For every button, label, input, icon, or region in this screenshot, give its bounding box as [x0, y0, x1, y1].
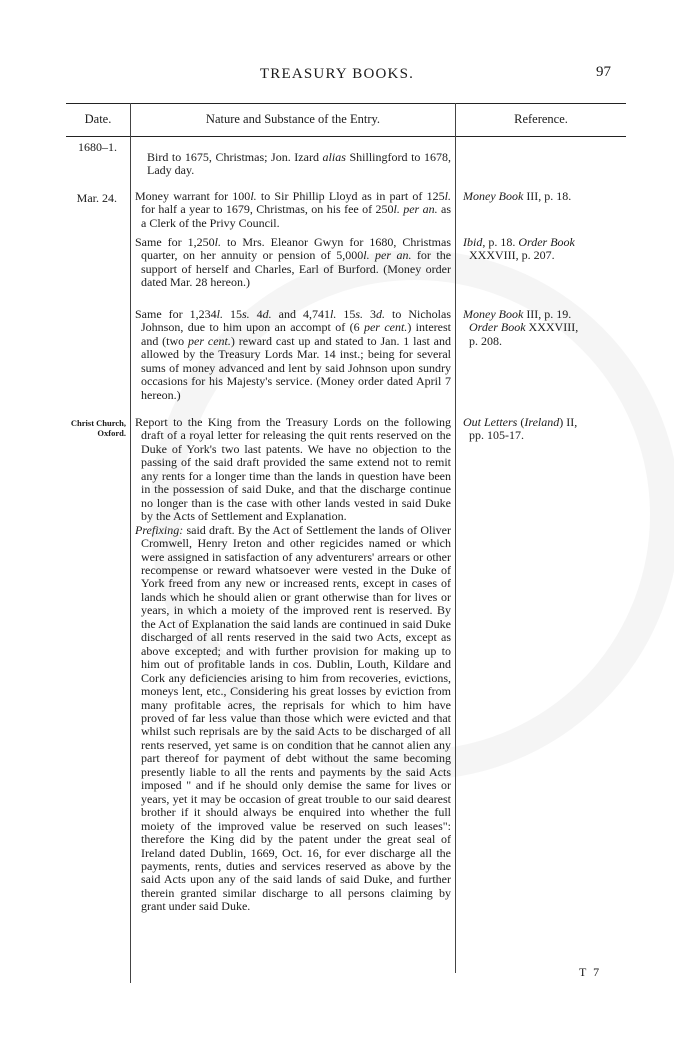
table-head-rule: [66, 136, 626, 137]
entry-reference: Out Letters (Ireland) II, pp. 105-17.: [463, 415, 578, 443]
entry-text: Money warrant for 100l. to Sir Phillip Lloyd as in part of 125l. for half a year to 1679, Christmas, on his fee of 250l. per an. as a Clerk of the Privy Council.: [135, 189, 452, 230]
entry-reference: Money Book III, p. 18.: [463, 189, 572, 203]
column-header-reference: Reference.: [514, 112, 568, 126]
entry-text: Report to the King from the Treasury Lords on the following draft of a royal letter for releasing the quit rents reserved on the Duke of York's two last patents. We have no objection to the passing of the said draft provided the same extend not to remit any rents for a longer time than the lands in question have been in the possession of said Duke, and that the discharge continue no longer than is the case with other lands vested in said Duke by the Acts of Settlement and Explanation. Prefixing: said draft. By the Act of Settlement the lands of Oliver Cromwell, Henry Ireton and other regicides named or which were assigned in satisfaction of any adventurers' arrears or other recompense or reward whatsoever were vested in the Duke of York freed from any new or increased rents, except in cases of lands which he should alien or grant otherwise than for lives or years, in which a moiety of the improved rent is reserved. By the Act of Explanation the said lands are continued in said Duke discharged of all rents reserved in the said two Acts, except as above excepted; and with further provision for making up to him out of profitable lands in cos. Dublin, Louth, Kildare and Cork any deficiencies arising to him from recoveries, evictions, moneys lent, etc., Considering his great losses by eviction from many profitable acres, the reprisals for which to him have proved of far less value than those which were evicted and that whilst such reprisals are by the said Acts to be discharged of all rents reserved, yet same is on condition that he cannot alien any part thereof for payment of debt without the same becoming presently liable to all the rents and payments by the said Acts imposed " and if he should only demise the same for lives or years, yet it may be occasion of great trouble to our said dearest brother if it should always be enquired into whether the full moiety of the improved value be reserved on such leases": therefore the King did by the patent under the great seal of Ireland dated Dublin, 1669, Oct. 16, for ever discharge all the payments, rents, duties and services reserved as above by the said Acts upon any of the said lands of said Duke, and further therein granted similar discharge to all persons claiming by grant under said Duke.: [135, 415, 451, 914]
column-divider-right: [455, 103, 456, 973]
column-divider-left: [130, 103, 131, 983]
entry-date: 1680–1.: [78, 140, 117, 154]
column-header-nature: Nature and Substance of the Entry.: [205, 112, 381, 126]
page-number: 97: [596, 64, 611, 80]
entry-date: Mar. 24.: [76, 191, 117, 205]
entry-text: Bird to 1675, Christmas; Jon. Izard alias Shillingford to 1678, Lady day.: [147, 150, 452, 178]
entry-reference: Money Book III, p. 19. Order Book XXXVIII, p. 208.: [463, 307, 579, 348]
running-title: TREASURY BOOKS.: [259, 66, 415, 82]
entry-text: Same for 1,234l. 15s. 4d. and 4,741l. 15s. 3d. to Nicholas Johnson, due to him upon an accompt of (6 per cent.) interest and (two per cent.) reward cast up and stated to Jan. 1 last and allowed by the Treasury Lords Mar. 14 inst.; being for several sums of money advanced and lent by said Johnson upon sundry occasions for his Majesty's service. (Money order dated April 7 hereon.): [135, 307, 452, 402]
entry-text: Same for 1,250l. to Mrs. Eleanor Gwyn for 1680, Christmas quarter, on her annuity or pension of 5,000l. per an. for the support of herself and Charles, Earl of Burford. (Money order dated Mar. 28 hereon.): [135, 235, 452, 290]
entry-date-place: Christ Church, Oxford.: [70, 418, 126, 438]
entry-reference: Ibid, p. 18. Order Book XXXVIII, p. 207.: [463, 235, 575, 263]
signature-mark: T 7: [579, 965, 602, 979]
table-top-rule: [66, 103, 626, 104]
column-header-date: Date.: [84, 112, 112, 126]
